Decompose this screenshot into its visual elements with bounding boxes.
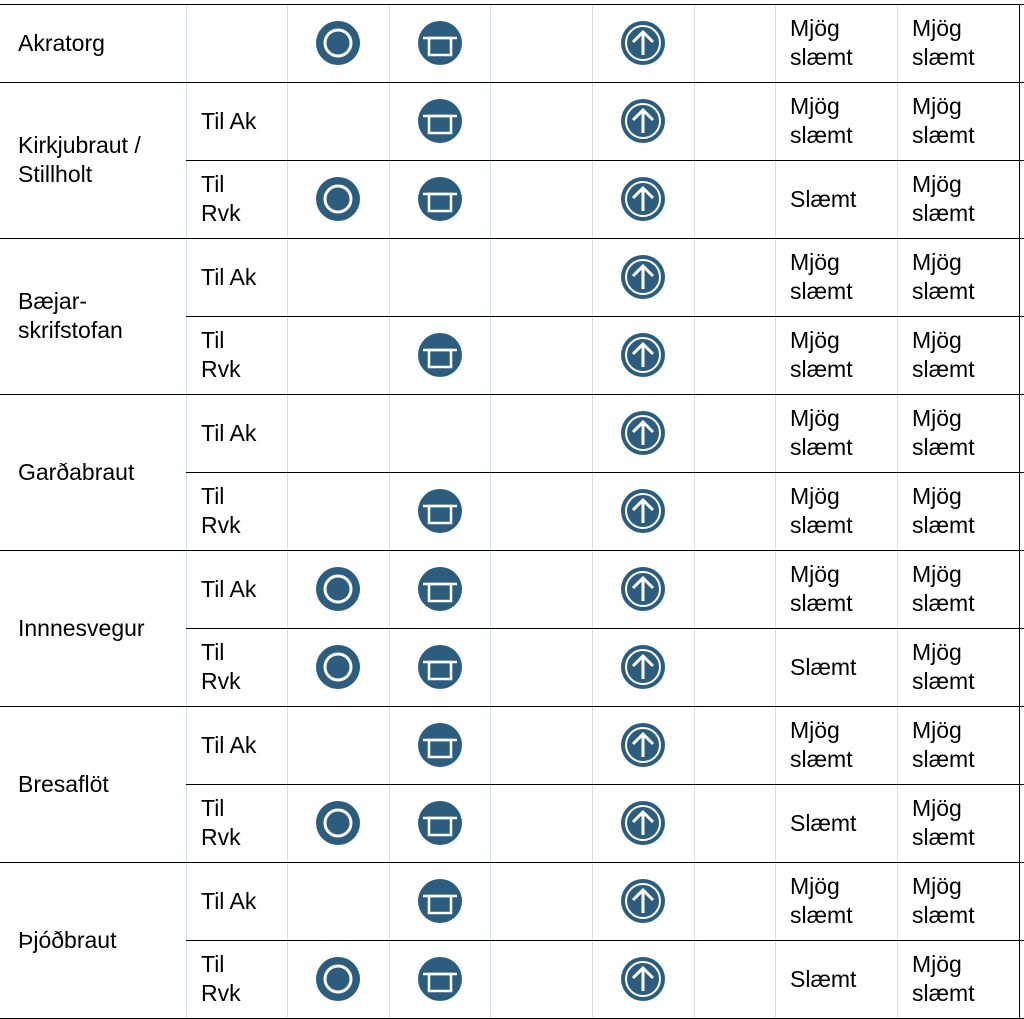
column-divider [1019, 4, 1020, 1018]
rating-secondary-text: Mjög slæmt [912, 483, 975, 538]
rating-secondary [912, 82, 1019, 160]
column-divider [897, 4, 898, 1018]
rating-primary-text: Slæmt [790, 185, 857, 212]
direction-label [201, 238, 287, 316]
rating-secondary [912, 550, 1019, 628]
direction-label [201, 784, 287, 862]
rating-secondary [912, 316, 1019, 394]
location-label [18, 862, 182, 1018]
column-divider [592, 4, 593, 1018]
rating-primary [790, 472, 897, 550]
location-label [18, 550, 182, 706]
location-label [18, 238, 182, 394]
location-label-text: Þjóðbraut [18, 926, 117, 953]
rating-secondary-text: Mjög slæmt [912, 561, 975, 616]
direction-label-text: Til Rvk [201, 171, 241, 226]
direction-label [201, 316, 287, 394]
rating-primary-text: Mjög slæmt [790, 717, 853, 772]
rating-primary-text: Mjög slæmt [790, 93, 853, 148]
up-arrow-icon [621, 21, 665, 65]
column-divider [186, 4, 187, 1018]
up-arrow-icon [621, 567, 665, 611]
rating-primary-text: Mjög slæmt [790, 249, 853, 304]
rating-secondary-text: Mjög slæmt [912, 717, 975, 772]
location-label-text: Garðabraut [18, 458, 135, 485]
up-arrow-icon [621, 489, 665, 533]
column-divider [775, 4, 776, 1018]
target-ring-icon [316, 567, 360, 611]
rating-secondary [912, 940, 1019, 1018]
up-arrow-icon [621, 645, 665, 689]
rating-primary-text: Mjög slæmt [790, 873, 853, 928]
direction-label [201, 82, 287, 160]
location-label-text: Kirkjubraut / Stillholt [18, 132, 141, 187]
rating-secondary-text: Mjög slæmt [912, 795, 975, 850]
square-tab-icon [418, 879, 462, 923]
direction-label-text: Til Rvk [201, 483, 241, 538]
location-label-text: Bæjar- skrifstofan [18, 288, 123, 343]
row-divider [186, 160, 1024, 161]
rating-primary-text: Mjög slæmt [790, 561, 853, 616]
location-label-text: Innnesvegur [18, 614, 145, 641]
rating-secondary-text: Mjög slæmt [912, 249, 975, 304]
square-tab-icon [418, 645, 462, 689]
location-label [18, 706, 182, 862]
rating-secondary-text: Mjög slæmt [912, 15, 975, 70]
direction-label [201, 550, 287, 628]
rating-primary [790, 862, 897, 940]
rating-secondary-text: Mjög slæmt [912, 951, 975, 1006]
column-divider [694, 4, 695, 1018]
up-arrow-icon [621, 177, 665, 221]
location-label [18, 82, 182, 238]
square-tab-icon [418, 801, 462, 845]
direction-label-text: Til Rvk [201, 951, 241, 1006]
column-divider [287, 4, 288, 1018]
rating-secondary-text: Mjög slæmt [912, 93, 975, 148]
rating-primary-text: Slæmt [790, 965, 857, 992]
up-arrow-icon [621, 957, 665, 1001]
up-arrow-icon [621, 801, 665, 845]
rating-secondary [912, 628, 1019, 706]
row-divider [186, 628, 1024, 629]
up-arrow-icon [621, 723, 665, 767]
rating-primary [790, 394, 897, 472]
column-divider [389, 4, 390, 1018]
direction-label [201, 628, 287, 706]
square-tab-icon [418, 99, 462, 143]
row-divider [186, 472, 1024, 473]
location-label-text: Akratorg [18, 29, 105, 56]
location-label [18, 4, 182, 82]
column-divider [490, 4, 491, 1018]
direction-label-text: Til Ak [201, 575, 257, 602]
rating-secondary-text: Mjög slæmt [912, 405, 975, 460]
up-arrow-icon [621, 99, 665, 143]
rating-primary-text: Slæmt [790, 809, 857, 836]
rating-primary [790, 4, 897, 82]
rating-primary [790, 628, 897, 706]
rating-secondary [912, 238, 1019, 316]
direction-label-text: Til Rvk [201, 639, 241, 694]
target-ring-icon [316, 21, 360, 65]
rating-primary [790, 82, 897, 160]
rating-primary [790, 316, 897, 394]
up-arrow-icon [621, 411, 665, 455]
direction-label-text: Til Ak [201, 263, 257, 290]
location-label [18, 394, 182, 550]
square-tab-icon [418, 723, 462, 767]
up-arrow-icon [621, 333, 665, 377]
rating-secondary [912, 472, 1019, 550]
direction-label-text: Til Ak [201, 107, 257, 134]
up-arrow-icon [621, 255, 665, 299]
rating-primary [790, 940, 897, 1018]
row-divider [186, 316, 1024, 317]
rating-secondary-text: Mjög slæmt [912, 327, 975, 382]
rating-primary [790, 706, 897, 784]
direction-label-text: Til Rvk [201, 795, 241, 850]
rating-primary [790, 784, 897, 862]
rating-secondary [912, 4, 1019, 82]
rating-primary [790, 160, 897, 238]
direction-label-text: Til Rvk [201, 327, 241, 382]
direction-label [201, 472, 287, 550]
direction-label [201, 706, 287, 784]
direction-label [201, 394, 287, 472]
direction-label-text: Til Ak [201, 731, 257, 758]
direction-label [201, 160, 287, 238]
rating-secondary-text: Mjög slæmt [912, 171, 975, 226]
target-ring-icon [316, 957, 360, 1001]
up-arrow-icon [621, 879, 665, 923]
square-tab-icon [418, 333, 462, 377]
target-ring-icon [316, 177, 360, 221]
location-label-text: Bresaflöt [18, 770, 109, 797]
square-tab-icon [418, 177, 462, 221]
square-tab-icon [418, 489, 462, 533]
square-tab-icon [418, 21, 462, 65]
rating-secondary [912, 862, 1019, 940]
rating-primary [790, 238, 897, 316]
direction-label-text: Til Ak [201, 887, 257, 914]
target-ring-icon [316, 801, 360, 845]
direction-label [201, 862, 287, 940]
target-ring-icon [316, 645, 360, 689]
rating-primary-text: Mjög slæmt [790, 327, 853, 382]
rating-secondary-text: Mjög slæmt [912, 873, 975, 928]
direction-label [201, 940, 287, 1018]
rating-secondary [912, 784, 1019, 862]
rating-primary-text: Mjög slæmt [790, 15, 853, 70]
rating-secondary-text: Mjög slæmt [912, 639, 975, 694]
rating-secondary [912, 394, 1019, 472]
rating-secondary [912, 706, 1019, 784]
rating-secondary [912, 160, 1019, 238]
square-tab-icon [418, 567, 462, 611]
rating-primary-text: Mjög slæmt [790, 483, 853, 538]
square-tab-icon [418, 957, 462, 1001]
rating-primary [790, 550, 897, 628]
direction-label-text: Til Ak [201, 419, 257, 446]
row-divider [186, 940, 1024, 941]
rating-primary-text: Mjög slæmt [790, 405, 853, 460]
rating-primary-text: Slæmt [790, 653, 857, 680]
row-divider [186, 784, 1024, 785]
